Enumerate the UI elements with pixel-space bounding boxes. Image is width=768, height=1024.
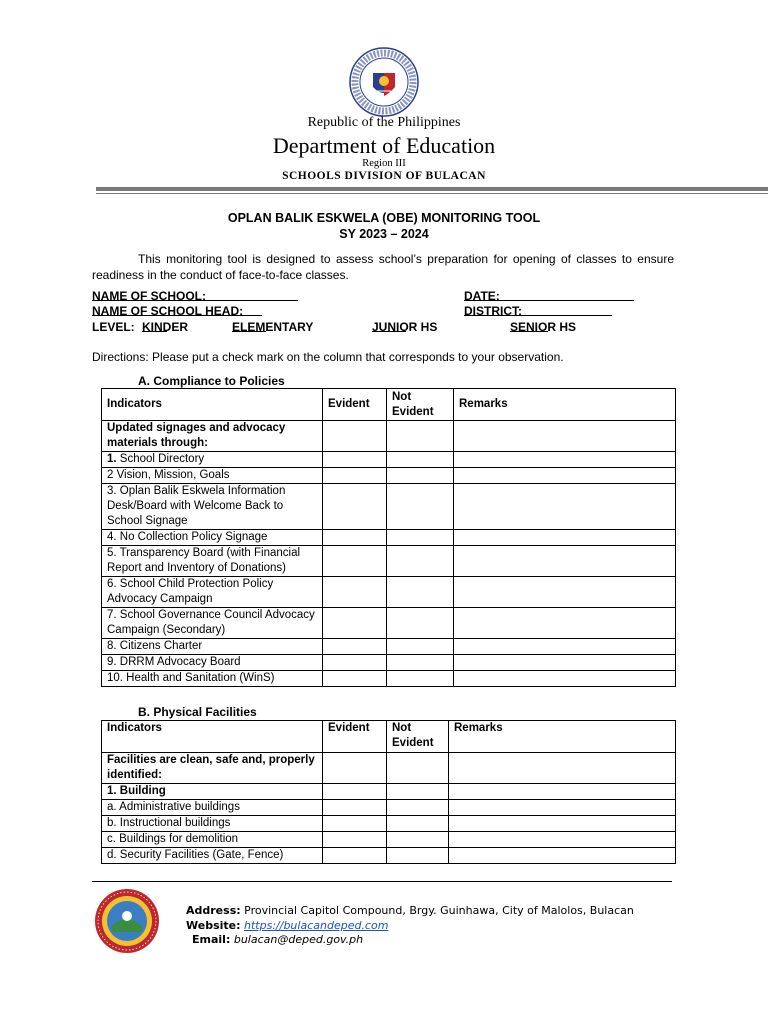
- remarks-cell[interactable]: [454, 484, 676, 530]
- footer-address: [186, 904, 634, 917]
- indicator-cell: 10. Health and Sanitation (WinS): [102, 671, 323, 687]
- intro-paragraph: This monitoring tool is designed to assess school’s preparation for opening of classes to ensure readiness in the conduct of face-to-face classes.: [92, 252, 674, 282]
- remarks-cell[interactable]: [449, 753, 676, 784]
- table-row: [102, 421, 676, 452]
- header-divider-thin: [96, 193, 768, 194]
- indicator-cell: 8. Citizens Charter: [102, 639, 323, 655]
- table-header-row: [102, 721, 676, 753]
- kinder-option: KINDER: [142, 320, 189, 334]
- indicator-cell: 9. DRRM Advocacy Board: [102, 655, 323, 671]
- subgroup-label: 1. Building: [102, 784, 323, 800]
- remarks-cell[interactable]: [454, 468, 676, 484]
- tool-title: OPLAN BALIK ESKWELA (OBE) MONITORING TOOL: [227, 211, 541, 225]
- indicator-cell: 7. School Governance Council Advocacy Campaign (Secondary): [102, 608, 323, 639]
- evident-cell[interactable]: [323, 848, 387, 864]
- physical-facilities-table: [101, 720, 676, 864]
- website-link[interactable]: https://bulacandeped.com: [244, 919, 389, 932]
- indicator-cell: 4. No Collection Policy Signage: [102, 530, 323, 546]
- not-evident-cell[interactable]: [387, 848, 449, 864]
- address-value: Provincial Capitol Compound, Brgy. Guinhawa, City of Malolos, Bulacan: [244, 904, 634, 917]
- not-evident-cell[interactable]: [387, 577, 454, 608]
- header-indicators: Indicators: [102, 721, 323, 753]
- not-evident-cell[interactable]: [387, 546, 454, 577]
- footer-website: [186, 919, 388, 932]
- not-evident-cell[interactable]: [387, 655, 454, 671]
- indicator-cell: 6. School Child Protection Policy Advocacy Campaign: [102, 577, 323, 608]
- header-indicators: Indicators: [102, 389, 323, 421]
- header-divider-thick: [96, 187, 768, 191]
- remarks-cell[interactable]: [454, 421, 676, 452]
- evident-cell[interactable]: [323, 468, 387, 484]
- level-label: LEVEL:: [92, 320, 135, 334]
- field-row-2: [92, 304, 682, 320]
- remarks-cell[interactable]: [449, 784, 676, 800]
- not-evident-cell[interactable]: [387, 753, 449, 784]
- indicator-cell: a. Administrative buildings: [102, 800, 323, 816]
- not-evident-cell[interactable]: [387, 784, 449, 800]
- evident-cell[interactable]: [323, 452, 387, 468]
- division-label: SCHOOLS DIVISION OF BULACAN: [282, 170, 486, 182]
- region-label: Region III: [362, 158, 406, 169]
- table-row: [102, 577, 676, 608]
- header-not-evident: Not Evident: [387, 389, 454, 421]
- deped-seal-logo: [349, 47, 419, 117]
- not-evident-cell[interactable]: [387, 530, 454, 546]
- remarks-cell[interactable]: [454, 546, 676, 577]
- remarks-cell[interactable]: [454, 671, 676, 687]
- directions-text: Directions: Please put a check mark on the column that corresponds to your observation.: [92, 350, 564, 364]
- school-year: SY 2023 – 2024: [339, 227, 429, 241]
- evident-cell[interactable]: [323, 530, 387, 546]
- header-remarks: Remarks: [454, 389, 676, 421]
- table-row: [102, 530, 676, 546]
- not-evident-cell[interactable]: [387, 608, 454, 639]
- website-label: Website:: [186, 919, 241, 932]
- remarks-cell[interactable]: [454, 639, 676, 655]
- evident-cell[interactable]: [323, 800, 387, 816]
- table-row: [102, 816, 676, 832]
- indicator-cell: 1. School Directory: [102, 452, 323, 468]
- remarks-cell[interactable]: [449, 800, 676, 816]
- evident-cell[interactable]: [323, 655, 387, 671]
- not-evident-cell[interactable]: [387, 452, 454, 468]
- table-row: [102, 800, 676, 816]
- evident-cell[interactable]: [323, 753, 387, 784]
- district-label: DISTRICT:: [464, 304, 522, 318]
- indicator-cell: b. Instructional buildings: [102, 816, 323, 832]
- field-row-1: [92, 289, 682, 305]
- table-row: [102, 546, 676, 577]
- table-row: [102, 452, 676, 468]
- date-blank[interactable]: [464, 289, 634, 301]
- evident-cell[interactable]: [323, 608, 387, 639]
- header-remarks: Remarks: [449, 721, 676, 753]
- evident-cell[interactable]: [323, 816, 387, 832]
- senior-hs-option: SENIOR HS: [510, 320, 577, 334]
- field-row-level: [92, 320, 682, 336]
- compliance-table: [101, 388, 676, 687]
- remarks-cell[interactable]: [454, 608, 676, 639]
- department-title: Department of Education: [272, 133, 496, 158]
- evident-cell[interactable]: [323, 832, 387, 848]
- evident-cell[interactable]: [323, 671, 387, 687]
- school-head-label: NAME OF SCHOOL HEAD:: [92, 304, 244, 318]
- table-row: [102, 671, 676, 687]
- remarks-cell[interactable]: [449, 816, 676, 832]
- email-label: Email:: [192, 933, 231, 946]
- school-name-label: NAME OF SCHOOL:: [92, 289, 206, 303]
- header-not-evident: Not Evident: [387, 721, 449, 753]
- email-value: bulacan@deped.gov.ph: [233, 933, 364, 946]
- table-row: [102, 639, 676, 655]
- republic-label: Republic of the Philippines: [307, 115, 461, 130]
- junior-hs-option: JUNIOR HS: [372, 320, 438, 334]
- table-header-row: [102, 389, 676, 421]
- not-evident-cell[interactable]: [387, 421, 454, 452]
- not-evident-cell[interactable]: [387, 639, 454, 655]
- not-evident-cell[interactable]: [387, 468, 454, 484]
- indicator-cell: d. Security Facilities (Gate, Fence): [102, 848, 323, 864]
- remarks-cell[interactable]: [454, 452, 676, 468]
- table-row: [102, 753, 676, 784]
- evident-cell[interactable]: [323, 421, 387, 452]
- remarks-cell[interactable]: [449, 848, 676, 864]
- table-row: [102, 608, 676, 639]
- table-row: [102, 468, 676, 484]
- evident-cell[interactable]: [323, 639, 387, 655]
- not-evident-cell[interactable]: [387, 671, 454, 687]
- indicator-cell: 5. Transparency Board (with Financial Report and Inventory of Donations): [102, 546, 323, 577]
- indicator-cell: c. Buildings for demolition: [102, 832, 323, 848]
- table-row: [102, 784, 676, 800]
- remarks-cell[interactable]: [454, 530, 676, 546]
- group-label: Updated signages and advocacy materials through:: [102, 421, 323, 452]
- elementary-option: ELEMENTARY: [232, 320, 314, 334]
- table-row: [102, 484, 676, 530]
- header-evident: Evident: [323, 389, 387, 421]
- remarks-cell[interactable]: [449, 832, 676, 848]
- remarks-cell[interactable]: [454, 577, 676, 608]
- evident-cell[interactable]: [323, 484, 387, 530]
- address-label: Address:: [186, 904, 241, 917]
- evident-cell[interactable]: [323, 546, 387, 577]
- group-label: Facilities are clean, safe and, properly identified:: [102, 753, 323, 784]
- not-evident-cell[interactable]: [387, 484, 454, 530]
- indicator-cell: 2 Vision, Mission, Goals: [102, 468, 323, 484]
- evident-cell[interactable]: [323, 577, 387, 608]
- section-b-title: B. Physical Facilities: [138, 705, 257, 719]
- table-row: [102, 655, 676, 671]
- school-head-blank[interactable]: [92, 304, 262, 316]
- footer-email: [192, 933, 363, 946]
- section-a-title: A. Compliance to Policies: [138, 374, 285, 388]
- footer-divider: [92, 881, 672, 882]
- remarks-cell[interactable]: [454, 655, 676, 671]
- date-label: DATE:: [464, 289, 500, 303]
- table-row: [102, 848, 676, 864]
- header-evident: Evident: [323, 721, 387, 753]
- not-evident-cell[interactable]: [387, 800, 449, 816]
- indicator-cell: 3. Oplan Balik Eskwela Information Desk/Board with Welcome Back to School Signage: [102, 484, 323, 530]
- division-seal-logo: [94, 888, 160, 954]
- table-row: [102, 832, 676, 848]
- not-evident-cell[interactable]: [387, 816, 449, 832]
- district-blank[interactable]: [464, 304, 612, 316]
- school-name-blank[interactable]: [92, 289, 298, 301]
- evident-cell[interactable]: [323, 784, 387, 800]
- not-evident-cell[interactable]: [387, 832, 449, 848]
